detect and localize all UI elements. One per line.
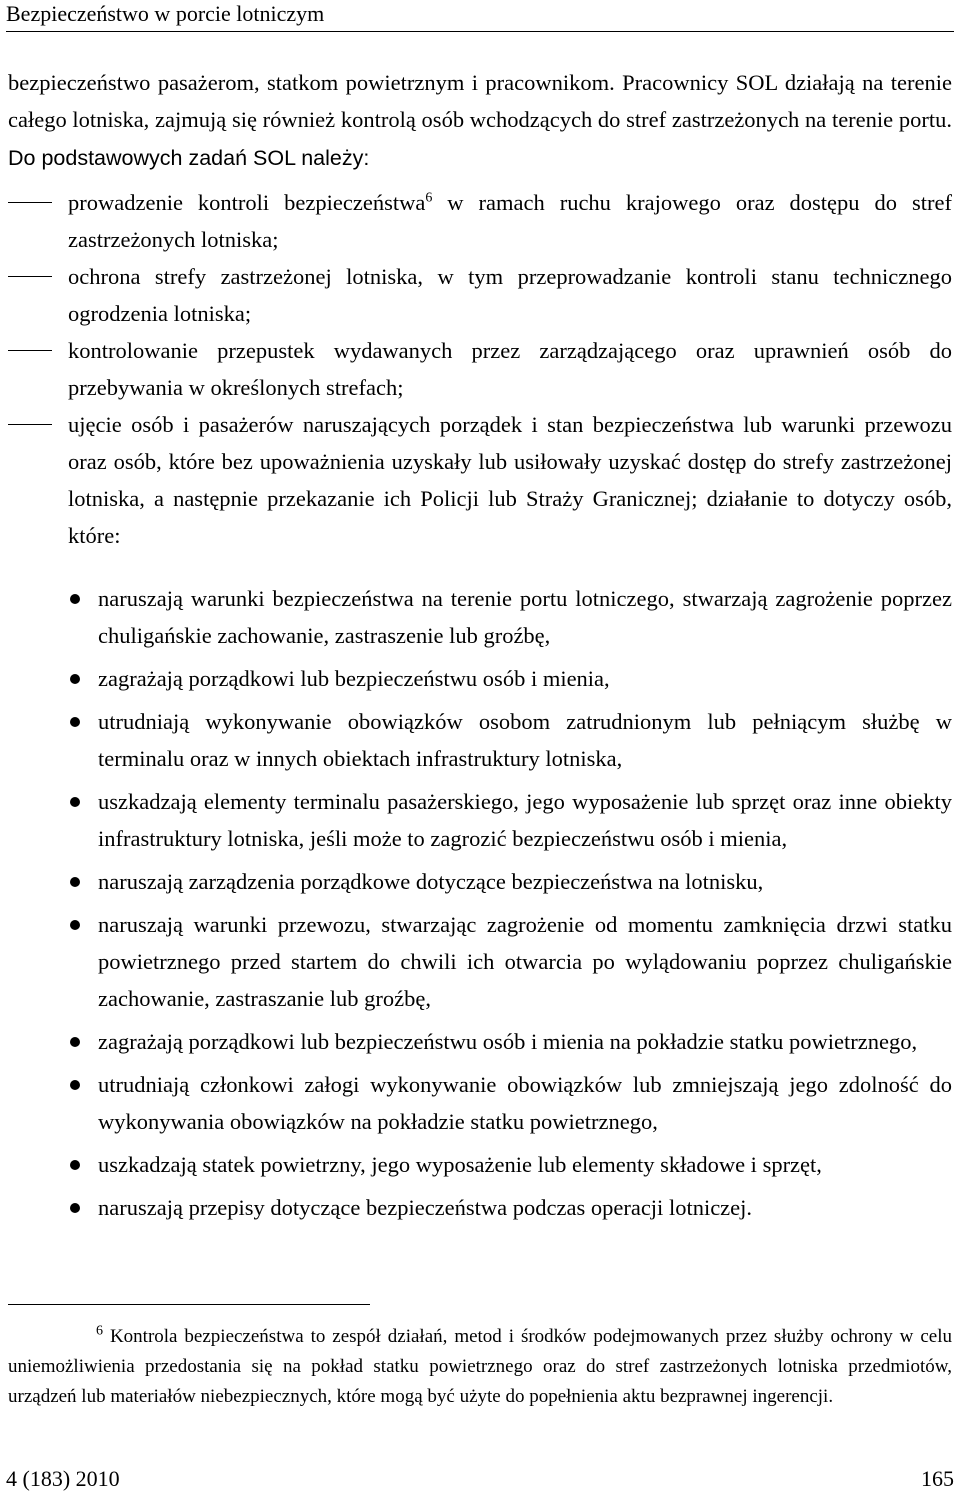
bullet-dot (70, 1080, 80, 1090)
dash-marker (8, 276, 52, 277)
footnote-text: Kontrola bezpieczeństwa to zespół działań, metod i środków podejmowanych przez służby ochrony w celu uniemożliwienia przedostania się na pokład statku powietrznego oraz do stref zastrzeżonych lotniska przedmiotów, urządzeń lub materiałów niebezpiecznych, które mogą być użyte do popełnienia aktu bezprawnej ingerencji. (8, 1326, 952, 1407)
task-text: kontrolowanie przepustek wydawanych przez zarządzającego oraz uprawnień osób do przebywania w określonych strefach; (68, 338, 952, 400)
condition-item (8, 1146, 952, 1183)
task-item (8, 406, 952, 554)
condition-text: naruszają warunki przewozu, stwarzając zagrożenie od momentu zamknięcia drzwi statku powietrznego przed startem do chwili ich otwarcia po wylądowaniu poprzez chuligańskie zachowanie, zastraszanie lub groźbę, (98, 912, 952, 1011)
task-item (8, 332, 952, 406)
task-text: ujęcie osób i pasażerów naruszających porządek i stan bezpieczeństwa lub warunki przewozu oraz osób, które bez upoważnienia uzyskały lub usiłowały uzyskać dostęp do strefy zastrzeżonej lotniska, a następnie przekazanie ich Policji lub Straży Granicznej; działanie to dotyczy osób, które: (68, 412, 952, 548)
condition-item (8, 783, 952, 857)
condition-text: uszkadzają elementy terminalu pasażerskiego, jego wyposażenie lub sprzęt oraz inne obiekty infrastruktury lotniska, jeśli może to zagrozić bezpieczeństwu osób i mienia, (98, 789, 952, 851)
bullet-dot (70, 674, 80, 684)
task-text: ochrona strefy zastrzeżonej lotniska, w tym przeprowadzanie kontroli stanu technicznego ogrodzenia lotniska; (68, 264, 952, 326)
condition-text: uszkadzają statek powietrzny, jego wyposażenie lub elementy składowe i sprzęt, (98, 1152, 822, 1177)
footnote-number: 6 (96, 1323, 103, 1339)
condition-text: naruszają warunki bezpieczeństwa na terenie portu lotniczego, stwarzają zagrożenie poprzez chuligańskie zachowanie, zastraszenie lub groźbę, (98, 586, 952, 648)
condition-item (8, 1023, 952, 1060)
tasks-list (8, 184, 952, 554)
condition-item (8, 1189, 952, 1226)
condition-item (8, 580, 952, 654)
bullet-dot (70, 797, 80, 807)
issue-label: 4 (183) 2010 (6, 1466, 120, 1491)
bullet-dot (70, 920, 80, 930)
bullet-dot (70, 1160, 80, 1170)
condition-text: zagrażają porządkowi lub bezpieczeństwu osób i mienia, (98, 666, 610, 691)
bullet-dot (70, 877, 80, 887)
task-text-cont: w ramach ruchu krajowego oraz dostępu do stref zastrzeżonych lotniska; (68, 190, 952, 252)
condition-item (8, 863, 952, 900)
running-header: Bezpieczeństwo w porcie lotniczym (6, 2, 954, 32)
bullet-dot (70, 1203, 80, 1213)
condition-item (8, 1066, 952, 1140)
condition-text: naruszają zarządzenia porządkowe dotyczące bezpieczeństwa na lotnisku, (98, 869, 764, 894)
task-item (8, 258, 952, 332)
page-number: 165 (921, 1466, 954, 1491)
footnote (8, 1322, 952, 1412)
conditions-list (8, 580, 952, 1232)
condition-text: naruszają przepisy dotyczące bezpieczeństwa podczas operacji lotniczej. (98, 1195, 753, 1220)
condition-item (8, 660, 952, 697)
intro-text-lead: Do podstawowych zadań SOL należy: (8, 146, 370, 170)
bullet-dot (70, 594, 80, 604)
condition-text: utrudniają członkowi załogi wykonywanie obowiązków lub zmniejszają jego zdolność do wykonywania obowiązków na pokładzie statku powietrznego, (98, 1072, 952, 1134)
footnote-separator (8, 1304, 370, 1305)
condition-text: utrudniają wykonywanie obowiązków osobom zatrudnionym lub pełniącym służbę w terminalu oraz w innych obiektach infrastruktury lotniska, (98, 709, 952, 771)
bullet-dot (70, 1037, 80, 1047)
condition-item (8, 703, 952, 777)
footnote-ref: 6 (425, 190, 433, 206)
dash-marker (8, 350, 52, 351)
task-item (8, 184, 952, 258)
condition-text: zagrażają porządkowi lub bezpieczeństwu osób i mienia na pokładzie statku powietrznego, (98, 1029, 918, 1054)
condition-item (8, 906, 952, 1017)
intro-paragraph (8, 64, 952, 177)
bullet-dot (70, 717, 80, 727)
dash-marker (8, 424, 52, 425)
intro-text: bezpieczeństwo pasażerom, statkom powietrznym i pracownikom. Pracownicy SOL działają na terenie całego lotniska, zajmują się również kontrolą osób wchodzących do stref zastrzeżonych na terenie portu. (8, 70, 952, 132)
task-text: prowadzenie kontroli bezpieczeństwa (68, 190, 426, 215)
dash-marker (8, 202, 52, 203)
